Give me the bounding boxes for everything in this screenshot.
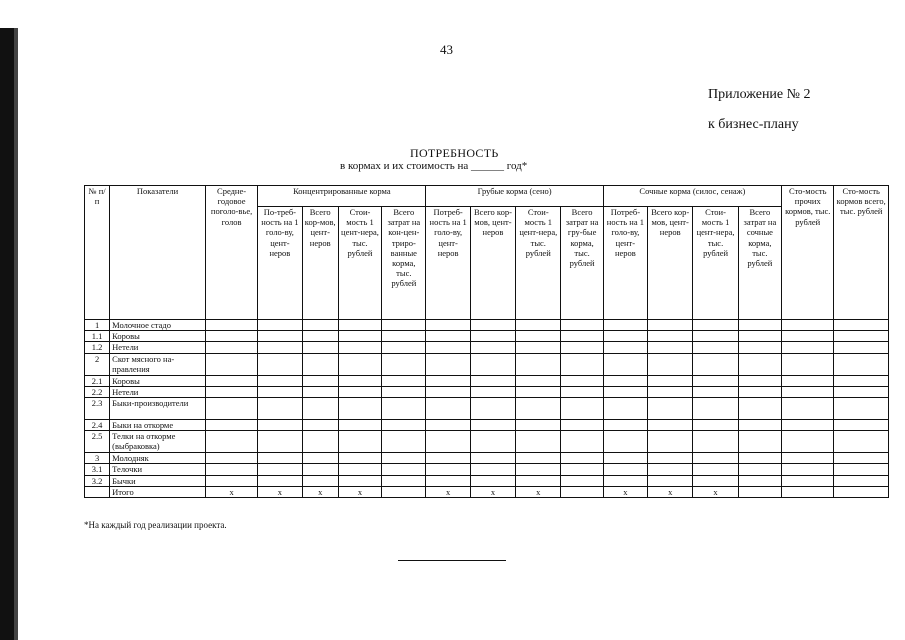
table-cell: [782, 386, 834, 397]
table-cell: [648, 464, 693, 475]
header-juicy-price: Стои-мость 1 цент-нера, тыс. рублей: [693, 207, 738, 320]
table-cell: [738, 320, 781, 331]
table-row: [85, 386, 889, 397]
table-cell: [738, 342, 781, 353]
header-group-rough: Грубые корма (сено): [426, 186, 603, 207]
table-cell: [205, 331, 257, 342]
table-cell: [516, 353, 561, 375]
row-number: 1: [85, 320, 110, 331]
header-juicy-need: Потреб-ность на 1 голо-ву, цент-неров: [603, 207, 647, 320]
table-cell: [258, 419, 302, 430]
table-cell: [258, 453, 302, 464]
row-number: 2: [85, 353, 110, 375]
table-cell: [648, 386, 693, 397]
table-cell: [338, 331, 381, 342]
table-cell: [302, 475, 338, 486]
row-label: Коровы: [110, 375, 206, 386]
table-cell: [603, 453, 647, 464]
table-cell: [470, 431, 515, 453]
table-cell: [603, 397, 647, 419]
total-cell: x: [426, 486, 470, 497]
row-label: Молочное стадо: [110, 320, 206, 331]
table-cell: [648, 419, 693, 430]
table-cell: [834, 431, 889, 453]
total-cell: [834, 486, 889, 497]
table-cell: [205, 419, 257, 430]
table-cell: [693, 453, 738, 464]
header-group-juicy: Сочные корма (силос, сенаж): [603, 186, 781, 207]
total-cell: x: [693, 486, 738, 497]
table-cell: [738, 464, 781, 475]
table-row: [85, 453, 889, 464]
table-cell: [338, 464, 381, 475]
table-cell: [302, 419, 338, 430]
table-cell: [516, 375, 561, 386]
table-cell: [834, 331, 889, 342]
table-cell: [693, 386, 738, 397]
table-cell: [205, 375, 257, 386]
table-cell: [693, 342, 738, 353]
table-cell: [258, 331, 302, 342]
table-row: [85, 331, 889, 342]
table-cell: [338, 431, 381, 453]
table-cell: [426, 331, 470, 342]
table-cell: [834, 464, 889, 475]
table-row: [85, 375, 889, 386]
table-cell: [561, 397, 603, 419]
row-label: Молодняк: [110, 453, 206, 464]
table-cell: [693, 375, 738, 386]
table-cell: [426, 453, 470, 464]
table-row: [85, 475, 889, 486]
table-cell: [258, 320, 302, 331]
table-row: [85, 342, 889, 353]
table-cell: [258, 353, 302, 375]
table-body: [85, 320, 889, 498]
table-cell: [603, 464, 647, 475]
table-row: [85, 431, 889, 453]
table-cell: [561, 342, 603, 353]
total-cell: x: [516, 486, 561, 497]
table-cell: [382, 342, 426, 353]
document-subtitle: в кормах и их стоимость на ______ год*: [340, 160, 528, 172]
table-row: [85, 419, 889, 430]
table-cell: [516, 331, 561, 342]
header-rough-cost: Всего затрат на гру-бые корма, тыс. рублей: [561, 207, 603, 320]
table-cell: [426, 386, 470, 397]
row-label: Нетели: [110, 342, 206, 353]
table-cell: [561, 320, 603, 331]
table-cell: [205, 397, 257, 419]
table-cell: [516, 419, 561, 430]
table-cell: [782, 475, 834, 486]
table-cell: [561, 464, 603, 475]
table-cell: [603, 419, 647, 430]
header-average-livestock: Средне-годовое поголо-вье, голов: [205, 186, 257, 320]
row-label: Бычки: [110, 475, 206, 486]
table-cell: [834, 419, 889, 430]
header-juicy-cost: Всего затрат на сочные корма, тыс. рублей: [738, 207, 781, 320]
table-cell: [561, 475, 603, 486]
row-label: Скот мясного на-правления: [110, 353, 206, 375]
table-cell: [205, 353, 257, 375]
table-cell: [302, 342, 338, 353]
table-cell: [738, 419, 781, 430]
table-cell: [338, 386, 381, 397]
table-cell: [470, 375, 515, 386]
table-cell: [302, 320, 338, 331]
row-number: 2.3: [85, 397, 110, 419]
header-rough-need: Потреб-ность на 1 голо-ву, цент-неров: [426, 207, 470, 320]
table-cell: [782, 331, 834, 342]
table-cell: [426, 375, 470, 386]
table-cell: [338, 353, 381, 375]
feed-requirements-table: [84, 185, 889, 498]
total-cell: x: [258, 486, 302, 497]
table-cell: [561, 331, 603, 342]
table-cell: [738, 331, 781, 342]
total-cell: x: [302, 486, 338, 497]
table-row: [85, 353, 889, 375]
table-cell: [205, 386, 257, 397]
row-number: 2.1: [85, 375, 110, 386]
total-cell: [561, 486, 603, 497]
table-cell: [561, 386, 603, 397]
table-cell: [382, 320, 426, 331]
page-number: 43: [440, 42, 453, 57]
row-label: Телочки: [110, 464, 206, 475]
table-cell: [782, 419, 834, 430]
table-cell: [382, 464, 426, 475]
table-cell: [258, 431, 302, 453]
header-conc-need: По-треб-ность на 1 голо-ву, цент-неров: [258, 207, 302, 320]
table-cell: [648, 431, 693, 453]
header-conc-cost: Всего затрат на кон-цен-триро-ванные корма, тыс. рублей: [382, 207, 426, 320]
row-label: Телки на откорме (выбраковка): [110, 431, 206, 453]
table-cell: [426, 464, 470, 475]
table-cell: [382, 353, 426, 375]
table-cell: [302, 353, 338, 375]
table-cell: [603, 386, 647, 397]
table-cell: [834, 320, 889, 331]
table-cell: [302, 397, 338, 419]
row-number: 2.2: [85, 386, 110, 397]
table-cell: [693, 331, 738, 342]
table-cell: [782, 397, 834, 419]
table-cell: [205, 464, 257, 475]
table-cell: [426, 419, 470, 430]
table-cell: [426, 431, 470, 453]
table-cell: [782, 353, 834, 375]
table-cell: [648, 353, 693, 375]
total-cell: [738, 486, 781, 497]
table-cell: [302, 375, 338, 386]
table-cell: [205, 431, 257, 453]
table-cell: [205, 453, 257, 464]
total-row: [85, 486, 889, 497]
table-cell: [561, 431, 603, 453]
table-cell: [516, 342, 561, 353]
table-cell: [258, 475, 302, 486]
header-indicators: Показатели: [110, 186, 206, 320]
row-number: [85, 486, 110, 497]
table-cell: [782, 453, 834, 464]
total-cell: x: [205, 486, 257, 497]
appendix-title: Приложение № 2: [708, 87, 811, 102]
table-cell: [205, 342, 257, 353]
table-cell: [470, 342, 515, 353]
table-cell: [470, 320, 515, 331]
header-total-feed-cost: Сто-мость кормов всего, тыс. рублей: [834, 186, 889, 320]
table-cell: [470, 331, 515, 342]
table-cell: [603, 320, 647, 331]
table-cell: [382, 431, 426, 453]
row-number: 2.4: [85, 419, 110, 430]
scan-edge-shadow-inner: [14, 28, 18, 640]
table-cell: [693, 464, 738, 475]
table-cell: [648, 331, 693, 342]
table-cell: [834, 386, 889, 397]
row-label: Быки-производители: [110, 397, 206, 419]
total-cell: x: [470, 486, 515, 497]
table-cell: [516, 431, 561, 453]
header-conc-total: Всего кор-мов, цент-неров: [302, 207, 338, 320]
table-cell: [426, 342, 470, 353]
table-cell: [834, 453, 889, 464]
table-cell: [205, 320, 257, 331]
table-cell: [603, 353, 647, 375]
table-cell: [382, 397, 426, 419]
table-cell: [782, 342, 834, 353]
table-row: [85, 397, 889, 419]
table-cell: [258, 464, 302, 475]
table-cell: [258, 342, 302, 353]
table-cell: [738, 431, 781, 453]
table-cell: [603, 342, 647, 353]
table-cell: [693, 320, 738, 331]
header-other-feed-cost: Сто-мость прочих кормов, тыс. рублей: [782, 186, 834, 320]
end-divider: [398, 560, 506, 561]
table-cell: [738, 475, 781, 486]
table-cell: [382, 375, 426, 386]
table-cell: [382, 331, 426, 342]
table-cell: [338, 397, 381, 419]
total-cell: x: [648, 486, 693, 497]
table-cell: [561, 375, 603, 386]
row-number: 3: [85, 453, 110, 464]
table-row: [85, 464, 889, 475]
table-cell: [338, 419, 381, 430]
table-cell: [302, 331, 338, 342]
header-number: № п/п: [85, 186, 110, 320]
table-cell: [302, 464, 338, 475]
row-number: 2.5: [85, 431, 110, 453]
row-label: Коровы: [110, 331, 206, 342]
table-cell: [693, 353, 738, 375]
table-cell: [738, 375, 781, 386]
table-cell: [648, 397, 693, 419]
table-cell: [382, 453, 426, 464]
table-cell: [738, 397, 781, 419]
table-cell: [258, 397, 302, 419]
table-cell: [834, 375, 889, 386]
table-cell: [834, 397, 889, 419]
row-number: 1.1: [85, 331, 110, 342]
table-cell: [693, 475, 738, 486]
table-cell: [516, 397, 561, 419]
table-cell: [382, 419, 426, 430]
table-cell: [834, 353, 889, 375]
table-cell: [648, 453, 693, 464]
table-cell: [561, 453, 603, 464]
table-cell: [302, 386, 338, 397]
header-rough-total: Всего кор-мов, цент-неров: [470, 207, 515, 320]
table-cell: [470, 464, 515, 475]
table-cell: [338, 475, 381, 486]
table-cell: [338, 320, 381, 331]
table-cell: [338, 375, 381, 386]
header-rough-price: Стои-мость 1 цент-нера, тыс. рублей: [516, 207, 561, 320]
footnote: *На каждый год реализации проекта.: [84, 520, 227, 530]
row-number: 3.2: [85, 475, 110, 486]
table-cell: [516, 320, 561, 331]
table-cell: [834, 342, 889, 353]
table-cell: [738, 453, 781, 464]
table-cell: [738, 353, 781, 375]
header-conc-price: Стои-мость 1 цент-нера, тыс. рублей: [338, 207, 381, 320]
table-cell: [470, 453, 515, 464]
table-cell: [693, 431, 738, 453]
scan-edge-shadow: [0, 28, 14, 640]
table-cell: [470, 353, 515, 375]
row-label: Быки на откорме: [110, 419, 206, 430]
table-cell: [516, 464, 561, 475]
table-cell: [302, 453, 338, 464]
table-cell: [470, 475, 515, 486]
table-cell: [205, 475, 257, 486]
table-cell: [338, 342, 381, 353]
table-cell: [782, 431, 834, 453]
document-title: ПОТРЕБНОСТЬ: [410, 146, 499, 160]
table-cell: [648, 320, 693, 331]
row-number: 1.2: [85, 342, 110, 353]
total-cell: x: [603, 486, 647, 497]
table-cell: [426, 475, 470, 486]
table-cell: [782, 464, 834, 475]
table-cell: [693, 419, 738, 430]
table-cell: [516, 475, 561, 486]
table-cell: [382, 475, 426, 486]
table-cell: [426, 320, 470, 331]
table-cell: [603, 475, 647, 486]
table-row: [85, 320, 889, 331]
table-cell: [782, 375, 834, 386]
header-juicy-total: Всего кор-мов, цент-неров: [648, 207, 693, 320]
table-cell: [426, 353, 470, 375]
table-cell: [834, 475, 889, 486]
row-number: 3.1: [85, 464, 110, 475]
table-cell: [603, 331, 647, 342]
total-cell: [382, 486, 426, 497]
table-cell: [516, 386, 561, 397]
table-cell: [426, 397, 470, 419]
table-cell: [603, 431, 647, 453]
table-cell: [516, 453, 561, 464]
table-cell: [258, 375, 302, 386]
table-cell: [738, 386, 781, 397]
table-cell: [470, 419, 515, 430]
total-cell: [782, 486, 834, 497]
table-cell: [561, 353, 603, 375]
table-cell: [302, 431, 338, 453]
total-label: Итого: [110, 486, 206, 497]
table-cell: [470, 397, 515, 419]
table-cell: [382, 386, 426, 397]
header-group-concentrated: Концентрированные корма: [258, 186, 426, 207]
table-cell: [648, 475, 693, 486]
table-cell: [338, 453, 381, 464]
table-cell: [648, 342, 693, 353]
table-cell: [603, 375, 647, 386]
row-label: Нетели: [110, 386, 206, 397]
table-cell: [258, 386, 302, 397]
table-cell: [693, 397, 738, 419]
table-cell: [561, 419, 603, 430]
appendix-subtitle: к бизнес-плану: [708, 117, 799, 132]
table-cell: [470, 386, 515, 397]
table-cell: [782, 320, 834, 331]
table-cell: [648, 375, 693, 386]
total-cell: x: [338, 486, 381, 497]
